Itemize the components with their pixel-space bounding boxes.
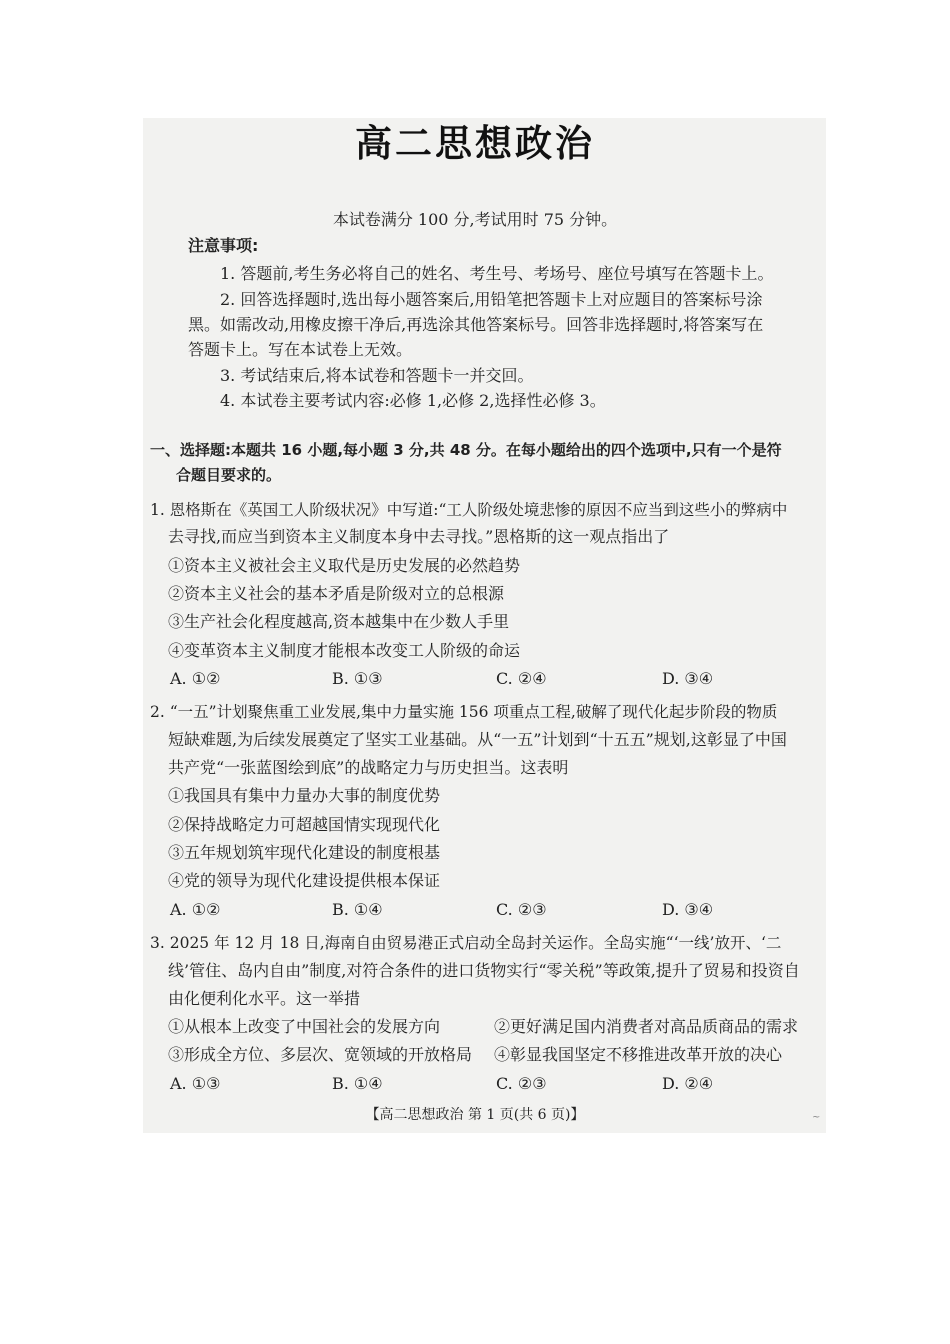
q3-stem: 线’管住、岛内自由”制度,对符合条件的进口货物实行“零关税”等政策,提升了贸易和投资自 bbox=[168, 961, 800, 980]
q1-choice-d: D. ③④ bbox=[662, 669, 714, 688]
q1-item: ④变革资本主义制度才能根本改变工人阶级的命运 bbox=[168, 641, 521, 660]
q1-choice-a: A. ①② bbox=[170, 669, 221, 688]
notice-line: 答题卡上。写在本试卷上无效。 bbox=[188, 340, 413, 359]
q1-item: ③生产社会化程度越高,资本越集中在少数人手里 bbox=[168, 612, 510, 631]
notice-line: 3. 考试结束后,将本试卷和答题卡一并交回。 bbox=[220, 366, 534, 385]
q2-choice-b: B. ①④ bbox=[332, 900, 383, 919]
q3-choice-a: A. ①③ bbox=[170, 1074, 221, 1093]
q2-stem: 短缺难题,为后续发展奠定了坚实工业基础。从“一五”计划到“十五五”规划,这彰显了中国 bbox=[168, 730, 787, 749]
q1-choice-c: C. ②④ bbox=[496, 669, 547, 688]
corner-mark: ~ bbox=[812, 1112, 821, 1123]
q3-item: ③形成全方位、多层次、宽领域的开放格局 bbox=[168, 1045, 473, 1064]
page-footer: 【高二思想政治 第 1 页(共 6 页)】 bbox=[365, 1107, 585, 1123]
notice-line: 1. 答题前,考生务必将自己的姓名、考生号、考场号、座位号填写在答题卡上。 bbox=[220, 264, 774, 283]
notice-line: 4. 本试卷主要考试内容:必修 1,必修 2,选择性必修 3。 bbox=[220, 391, 606, 410]
q2-stem: 2. “一五”计划聚焦重工业发展,集中力量实施 156 项重点工程,破解了现代化起步阶段的物质 bbox=[150, 703, 778, 721]
q2-choice-c: C. ②③ bbox=[496, 900, 547, 919]
q3-stem: 3. 2025 年 12 月 18 日,海南自由贸易港正式启动全岛封关运作。全岛实施“‘一线’放开、‘二 bbox=[150, 934, 782, 952]
q2-choice-a: A. ①② bbox=[170, 900, 221, 919]
q1-choice-b: B. ①③ bbox=[332, 669, 383, 688]
q3-choice-d: D. ②④ bbox=[662, 1074, 714, 1093]
q2-stem: 共产党“一张蓝图绘到底”的战略定力与历史担当。这表明 bbox=[168, 758, 569, 777]
q3-stem: 由化便利化水平。这一举措 bbox=[168, 989, 361, 1008]
q3-choice-c: C. ②③ bbox=[496, 1074, 547, 1093]
q2-item: ①我国具有集中力量办大事的制度优势 bbox=[168, 786, 441, 805]
q1-item: ①资本主义被社会主义取代是历史发展的必然趋势 bbox=[168, 556, 521, 575]
section-heading: 一、选择题:本题共 16 小题,每小题 3 分,共 48 分。在每小题给出的四个选项中,只有一个是符 bbox=[150, 441, 782, 459]
q1-item: ②资本主义社会的基本矛盾是阶级对立的总根源 bbox=[168, 584, 505, 603]
notice-line: 2. 回答选择题时,选出每小题答案后,用铅笔把答题卡上对应题目的答案标号涂 bbox=[220, 290, 763, 309]
q2-item: ④党的领导为现代化建设提供根本保证 bbox=[168, 871, 441, 890]
q1-stem: 1. 恩格斯在《英国工人阶级状况》中写道:“工人阶级处境悲惨的原因不应当到这些小的弊病中 bbox=[150, 501, 788, 519]
q3-choice-b: B. ①④ bbox=[332, 1074, 383, 1093]
q2-choice-d: D. ③④ bbox=[662, 900, 714, 919]
notice-line: 黑。如需改动,用橡皮擦干净后,再选涂其他答案标号。回答非选择题时,将答案写在 bbox=[188, 315, 764, 334]
exam-subtitle: 本试卷满分 100 分,考试用时 75 分钟。 bbox=[332, 210, 618, 229]
page-title: 高二思想政治 bbox=[355, 122, 595, 165]
section-heading-cont: 合题目要求的。 bbox=[176, 466, 282, 484]
q2-item: ②保持战略定力可超越国情实现现代化 bbox=[168, 815, 441, 834]
q3-item: ②更好满足国内消费者对高品质商品的需求 bbox=[494, 1017, 799, 1036]
notice-heading: 注意事项: bbox=[188, 236, 259, 255]
q1-stem: 去寻找,而应当到资本主义制度本身中去寻找。”恩格斯的这一观点指出了 bbox=[168, 527, 670, 546]
q3-item: ④彰显我国坚定不移推进改革开放的决心 bbox=[494, 1045, 783, 1064]
q2-item: ③五年规划筑牢现代化建设的制度根基 bbox=[168, 843, 441, 862]
q3-item: ①从根本上改变了中国社会的发展方向 bbox=[168, 1017, 441, 1036]
